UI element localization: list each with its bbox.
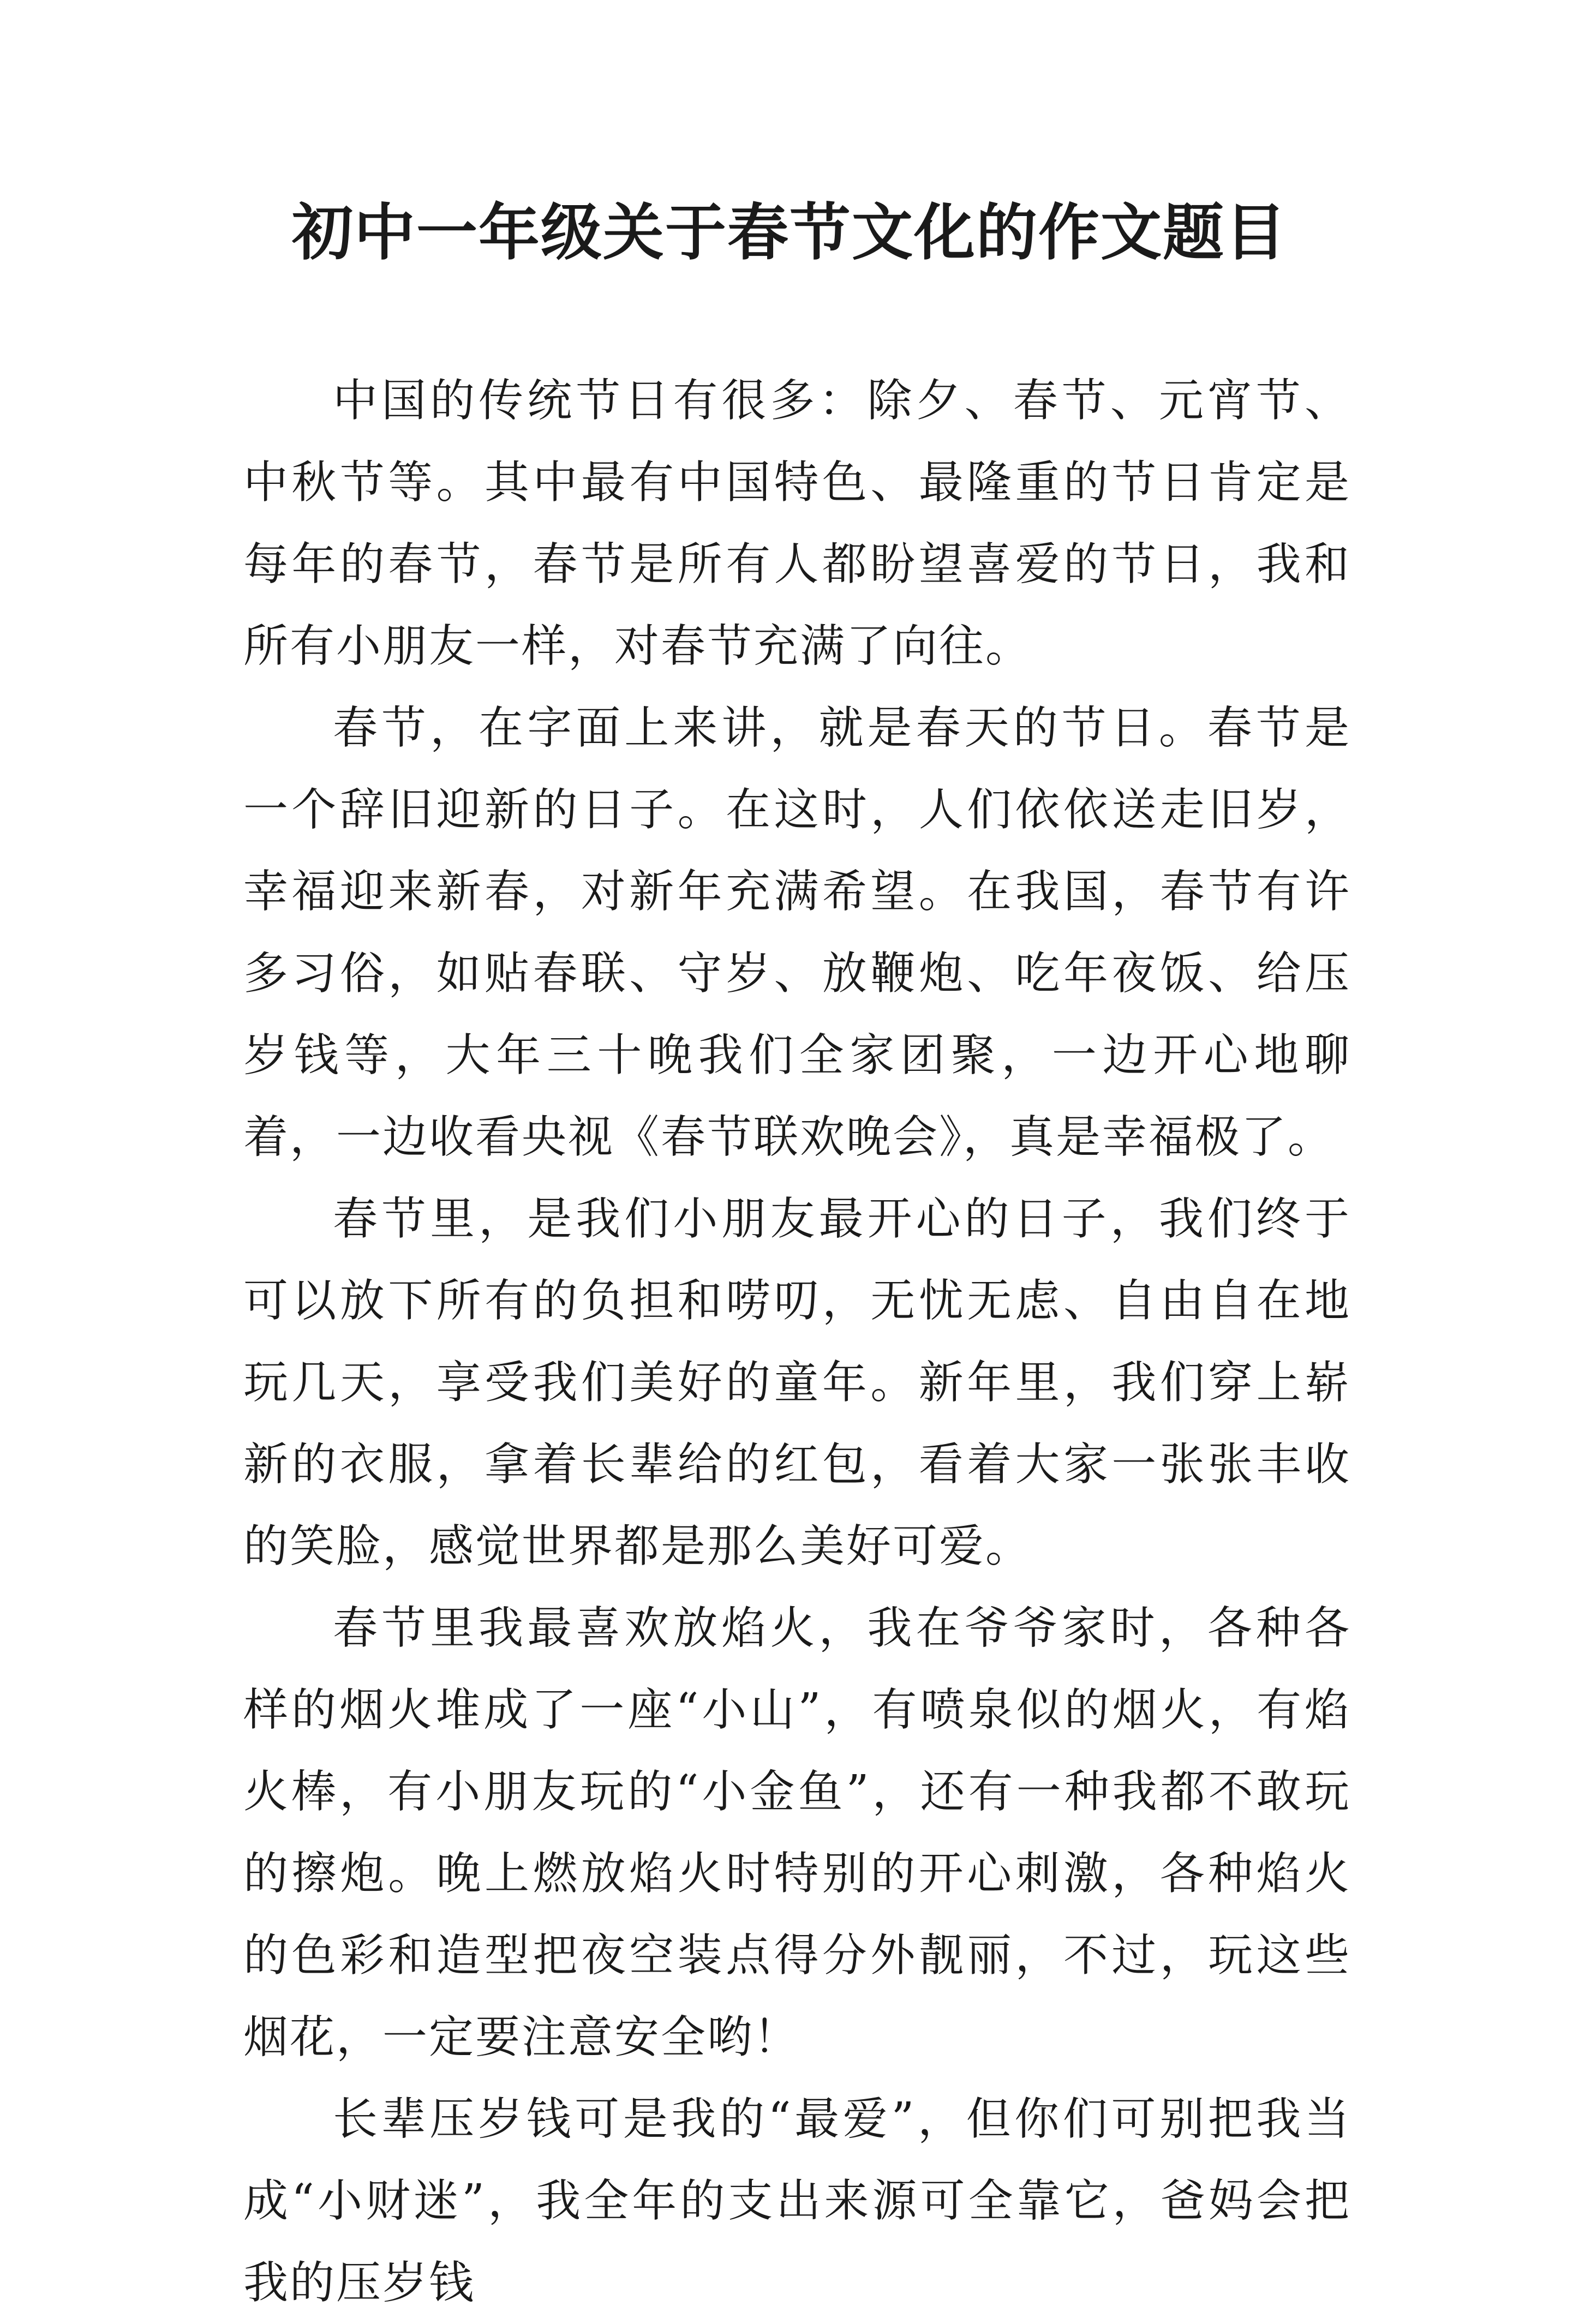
document-title: 初中一年级关于春节文化的作文题目 bbox=[292, 197, 1287, 268]
paragraph: 春节里，是我们小朋友最开心的日子，我们终于可以放下所有的负担和唠叨，无忧无虑、自由自在地玩几天，享受我们美好的童年。新年里，我们穿上崭新的衣服，拿着长辈给的红包，看着大家一张张丰收的笑脸，感觉世界都是那么美好可爱。 bbox=[243, 1193, 1351, 1572]
document-body bbox=[243, 360, 1351, 2324]
paragraph: 春节里我最喜欢放焰火，我在爷爷家时，各种各样的烟火堆成了一座“小山”，有喷泉似的烟火，有焰火棒，有小朋友玩的“小金鱼”，还有一种我都不敢玩的擦炮。晚上燃放焰火时特别的开心刺激，各种焰火的色彩和造型把夜空装点得分外靓丽，不过，玩这些烟花，一定要注意安全哟！ bbox=[243, 1602, 1351, 2063]
paragraph: 长辈压岁钱可是我的“最爱”，但你们可别把我当成“小财迷”，我全年的支出来源可全靠它，爸妈会把我的压岁钱 bbox=[243, 2093, 1351, 2309]
paragraph: 中国的传统节日有很多：除夕、春节、元宵节、中秋节等。其中最有中国特色、最隆重的节日肯定是每年的春节，春节是所有人都盼望喜爱的节日，我和所有小朋友一样，对春节充满了向往。 bbox=[243, 375, 1351, 672]
paragraph: 春节，在字面上来讲，就是春天的节日。春节是一个辞旧迎新的日子。在这时，人们依依送走旧岁，幸福迎来新春，对新年充满希望。在我国，春节有许多习俗，如贴春联、守岁、放鞭炮、吃年夜饭、给压岁钱等，大年三十晚我们全家团聚，一边开心地聊着，一边收看央视《春节联欢晚会》，真是幸福极了。 bbox=[243, 702, 1351, 1163]
